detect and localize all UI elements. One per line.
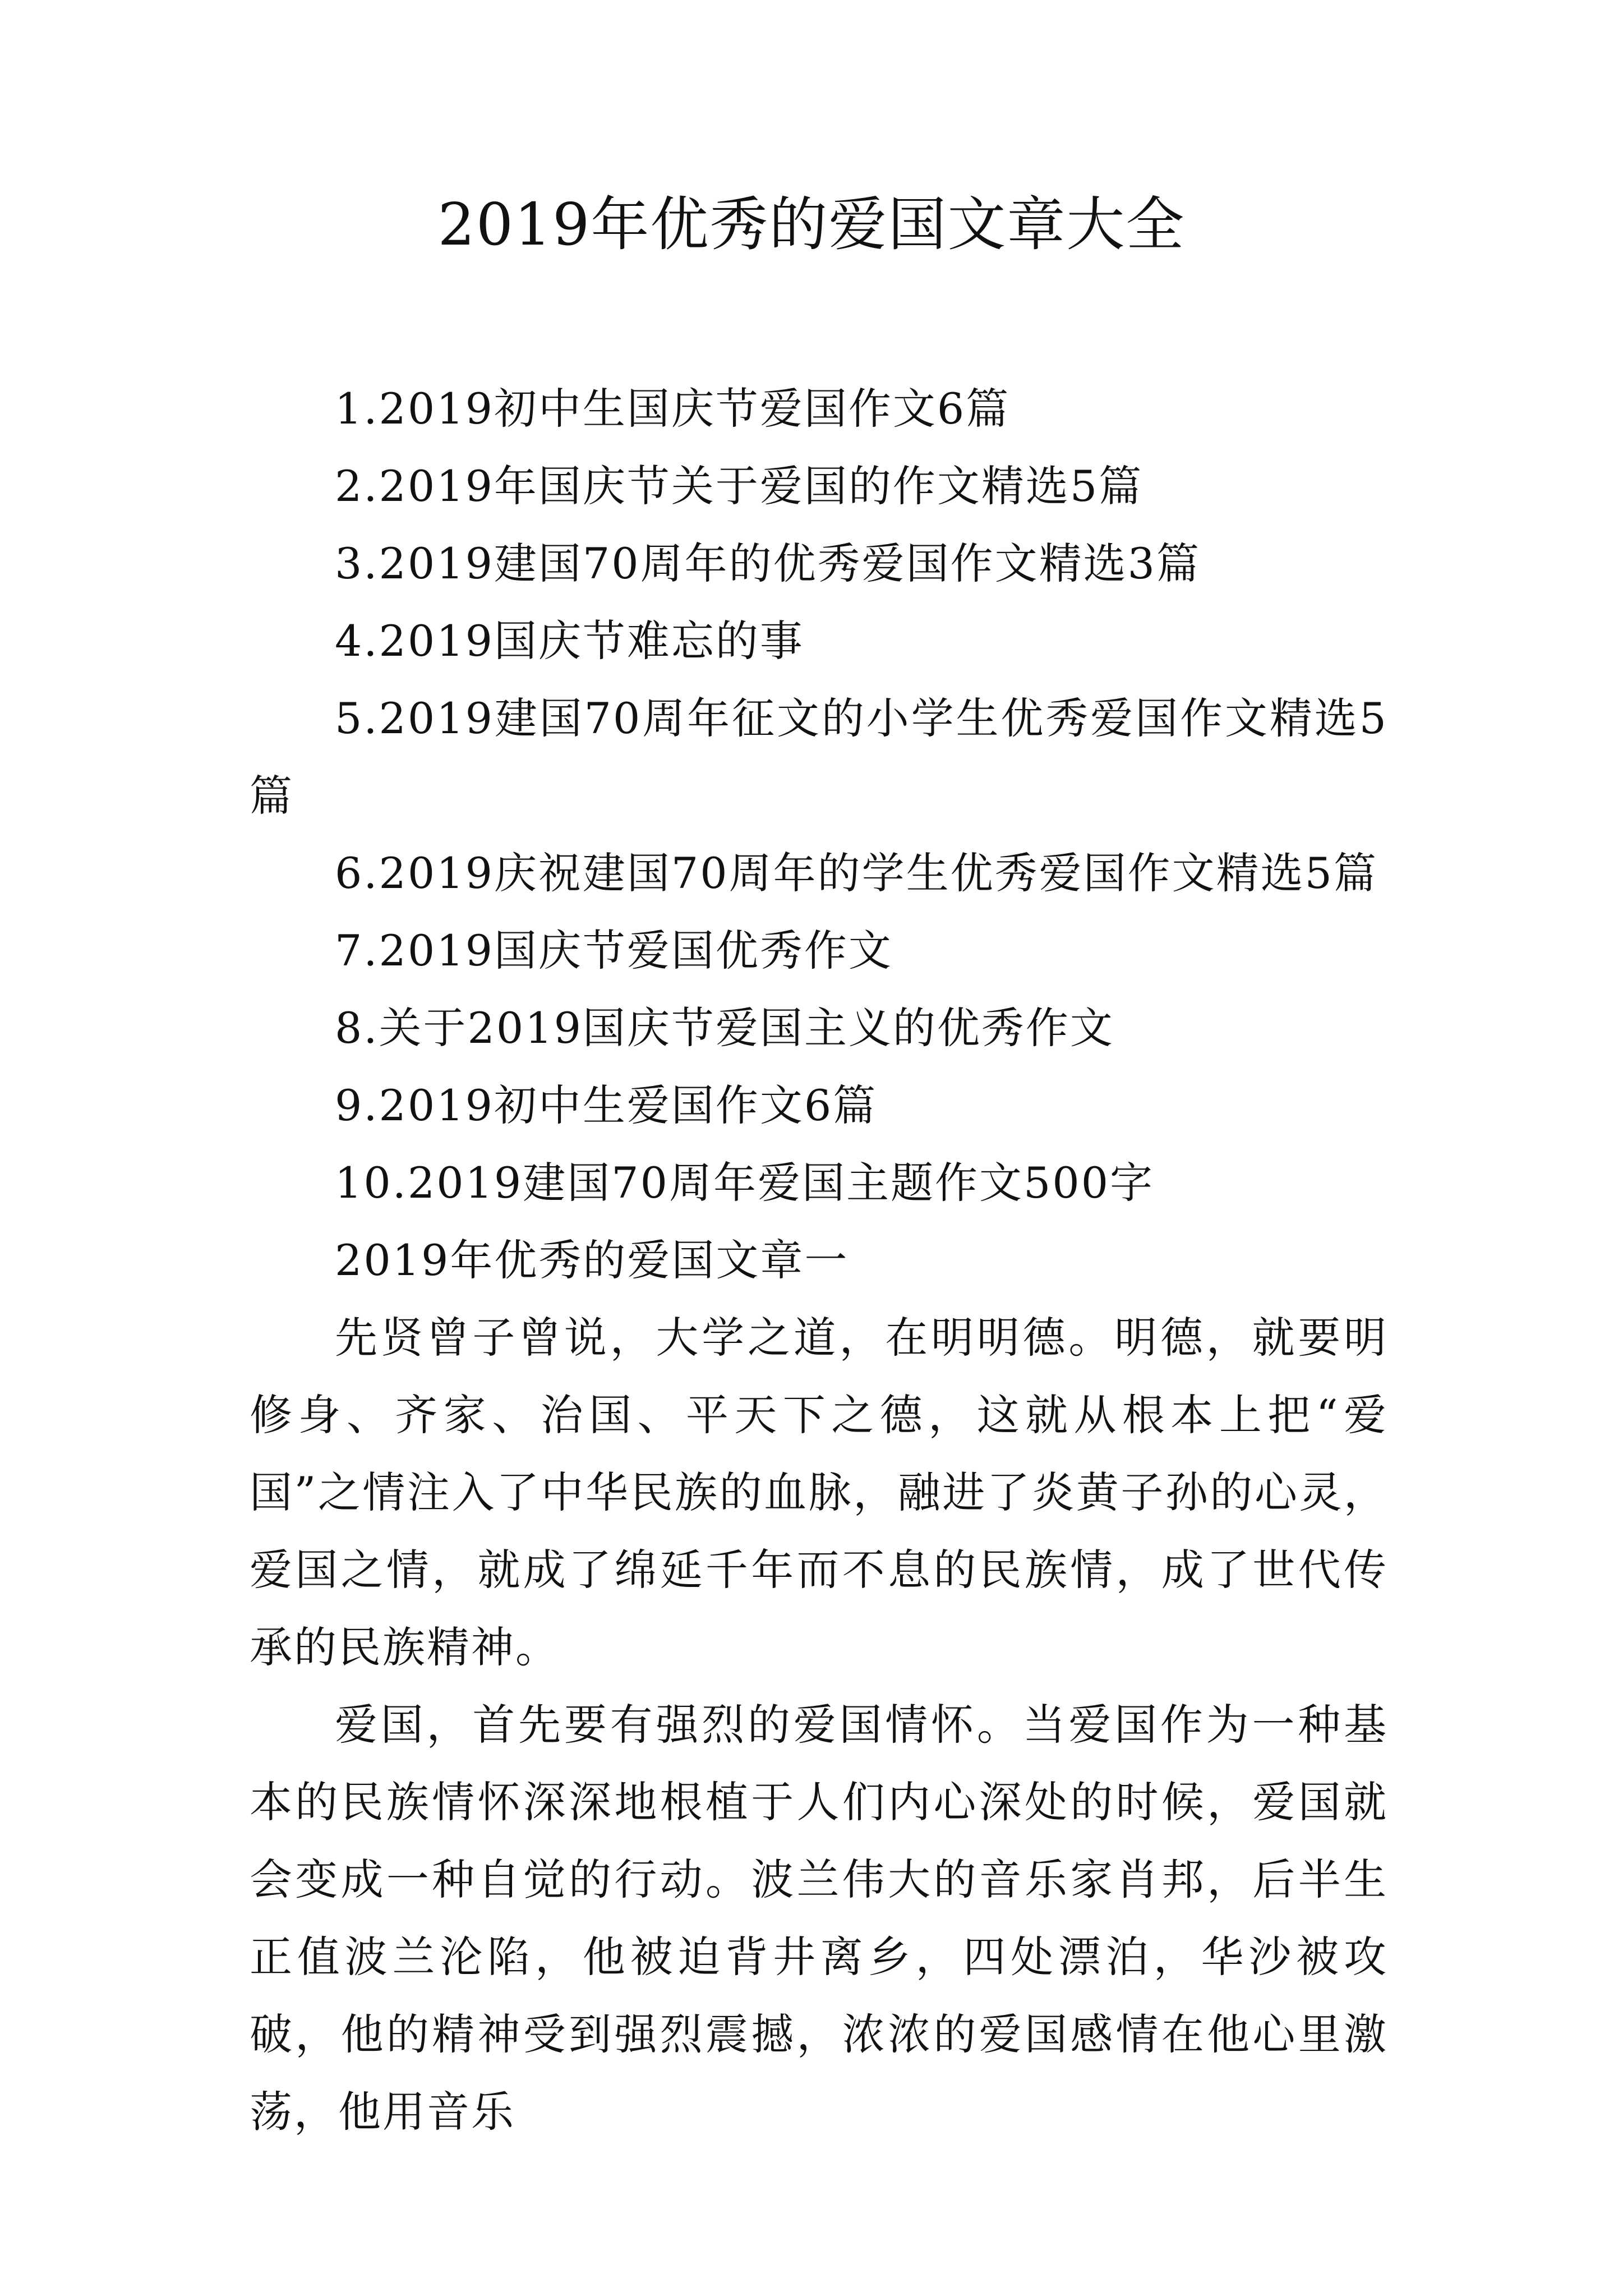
- toc-item: 1.2019初中生国庆节爱国作文6篇: [335, 384, 1011, 434]
- toc-item: 6.2019庆祝建国70周年的学生优秀爱国作文精选5篇: [335, 848, 1378, 898]
- toc-item: 5.2019建国70周年征文的小学生优秀爱国作文精选5篇: [250, 693, 1388, 821]
- toc-item: 2.2019年国庆节关于爱国的作文精选5篇: [335, 461, 1144, 511]
- toc-item: 8.关于2019国庆节爱国主义的优秀作文: [335, 1003, 1114, 1053]
- document-title: 2019年优秀的爱国文章大全: [437, 190, 1186, 259]
- table-of-contents: [250, 370, 1388, 1222]
- body-paragraph: 爱国，首先要有强烈的爱国情怀。当爱国作为一种基本的民族情怀深深地根植于人们内心深处的时候，爱国就会变成一种自觉的行动。波兰伟大的音乐家肖邦，后半生正值波兰沦陷，他被迫背井离乡，四处漂泊，华沙被攻破，他的精神受到强烈震撼，浓浓的爱国感情在他心里激荡，他用音乐: [250, 1700, 1388, 2137]
- toc-item: 3.2019建国70周年的优秀爱国作文精选3篇: [335, 539, 1201, 588]
- document-body: [250, 370, 1388, 2151]
- toc-item: 4.2019国庆节难忘的事: [335, 616, 804, 666]
- toc-item: 7.2019国庆节爱国优秀作文: [335, 926, 893, 976]
- section-heading: 2019年优秀的爱国文章一: [335, 1235, 849, 1285]
- toc-item: 10.2019建国70周年爱国主题作文500字: [335, 1158, 1155, 1208]
- body-paragraph: 先贤曾子曾说，大学之道，在明明德。明德，就要明修身、齐家、治国、平天下之德，这就从根本上把“爱国”之情注入了中华民族的血脉，融进了炎黄子孙的心灵，爱国之情，就成了绵延千年而不息的民族情，成了世代传承的民族精神。: [250, 1313, 1388, 1672]
- toc-item: 9.2019初中生爱国作文6篇: [335, 1080, 878, 1130]
